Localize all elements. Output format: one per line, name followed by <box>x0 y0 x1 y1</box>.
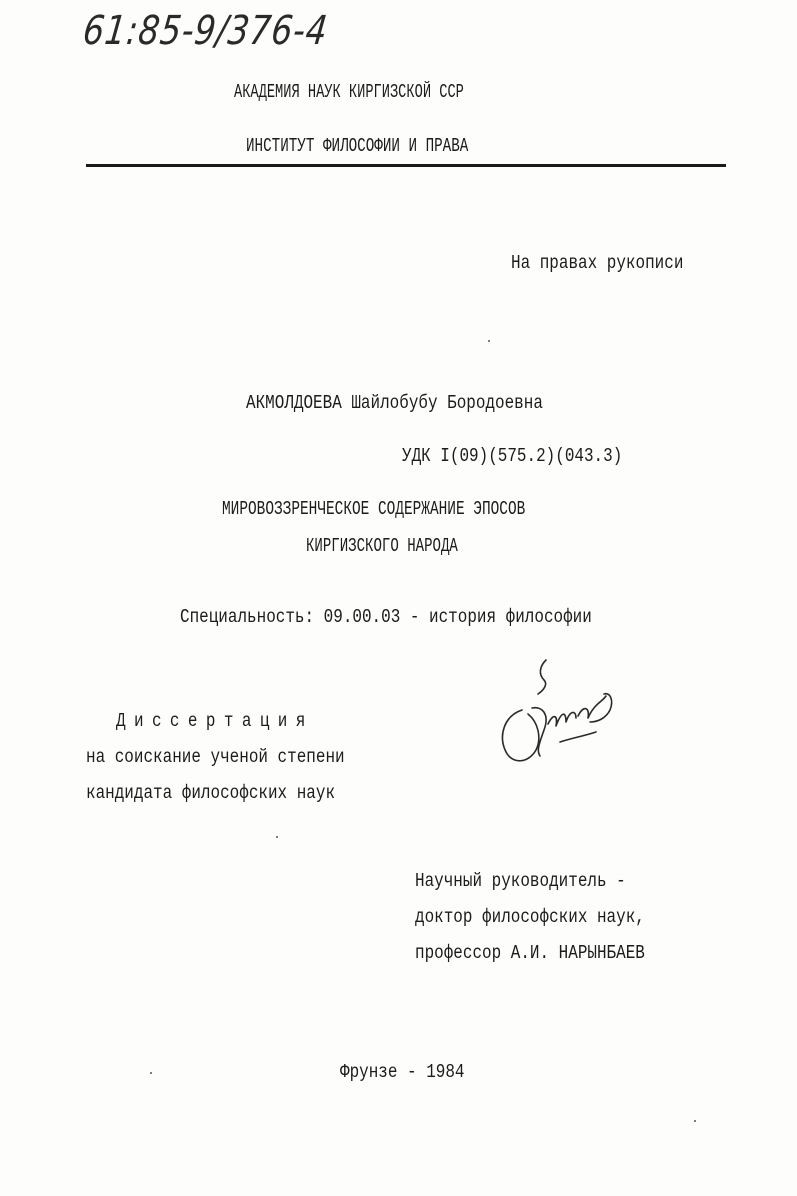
supervisor-degree: доктор философских наук, <box>415 906 645 928</box>
archive-handwritten-note: 61:85-9/376-4 <box>80 8 331 54</box>
institute-heading: ИНСТИТУТ ФИЛОСОФИИ И ПРАВА <box>246 135 469 157</box>
city-year: Фрунзе - 1984 <box>340 1061 465 1083</box>
dissertation-title-line1: МИРОВОЗЗРЕНЧЕСКОЕ СОДЕРЖАНИЕ ЭПОСОВ <box>222 498 526 520</box>
paper-speck <box>488 340 490 342</box>
academy-heading: АКАДЕМИЯ НАУК КИРГИЗСКОЙ ССР <box>234 81 464 103</box>
paper-speck <box>150 1072 152 1074</box>
dissertation-title-line2: КИРГИЗСКОГО НАРОДА <box>306 535 458 557</box>
specialty-line: Специальность: 09.00.03 - история философии <box>180 606 592 628</box>
supervisor-name: профессор А.И. НАРЫНБАЕВ <box>415 942 645 964</box>
dissertation-candidate-line: кандидата философских наук <box>86 782 336 804</box>
dissertation-degree-line: на соискание ученой степени <box>86 746 345 768</box>
header-divider <box>86 164 726 167</box>
dissertation-word: Диссертация <box>116 710 314 732</box>
paper-speck <box>276 836 278 838</box>
manuscript-rights-note: На правах рукописи <box>511 252 684 274</box>
paper-speck <box>694 1120 696 1122</box>
udc-code: УДК I(09)(575.2)(043.3) <box>402 445 623 467</box>
signature-mark <box>492 652 632 772</box>
author-name: АКМОЛДОЕВА Шайлобубу Бородоевна <box>246 392 543 414</box>
supervisor-label: Научный руководитель - <box>415 870 626 892</box>
